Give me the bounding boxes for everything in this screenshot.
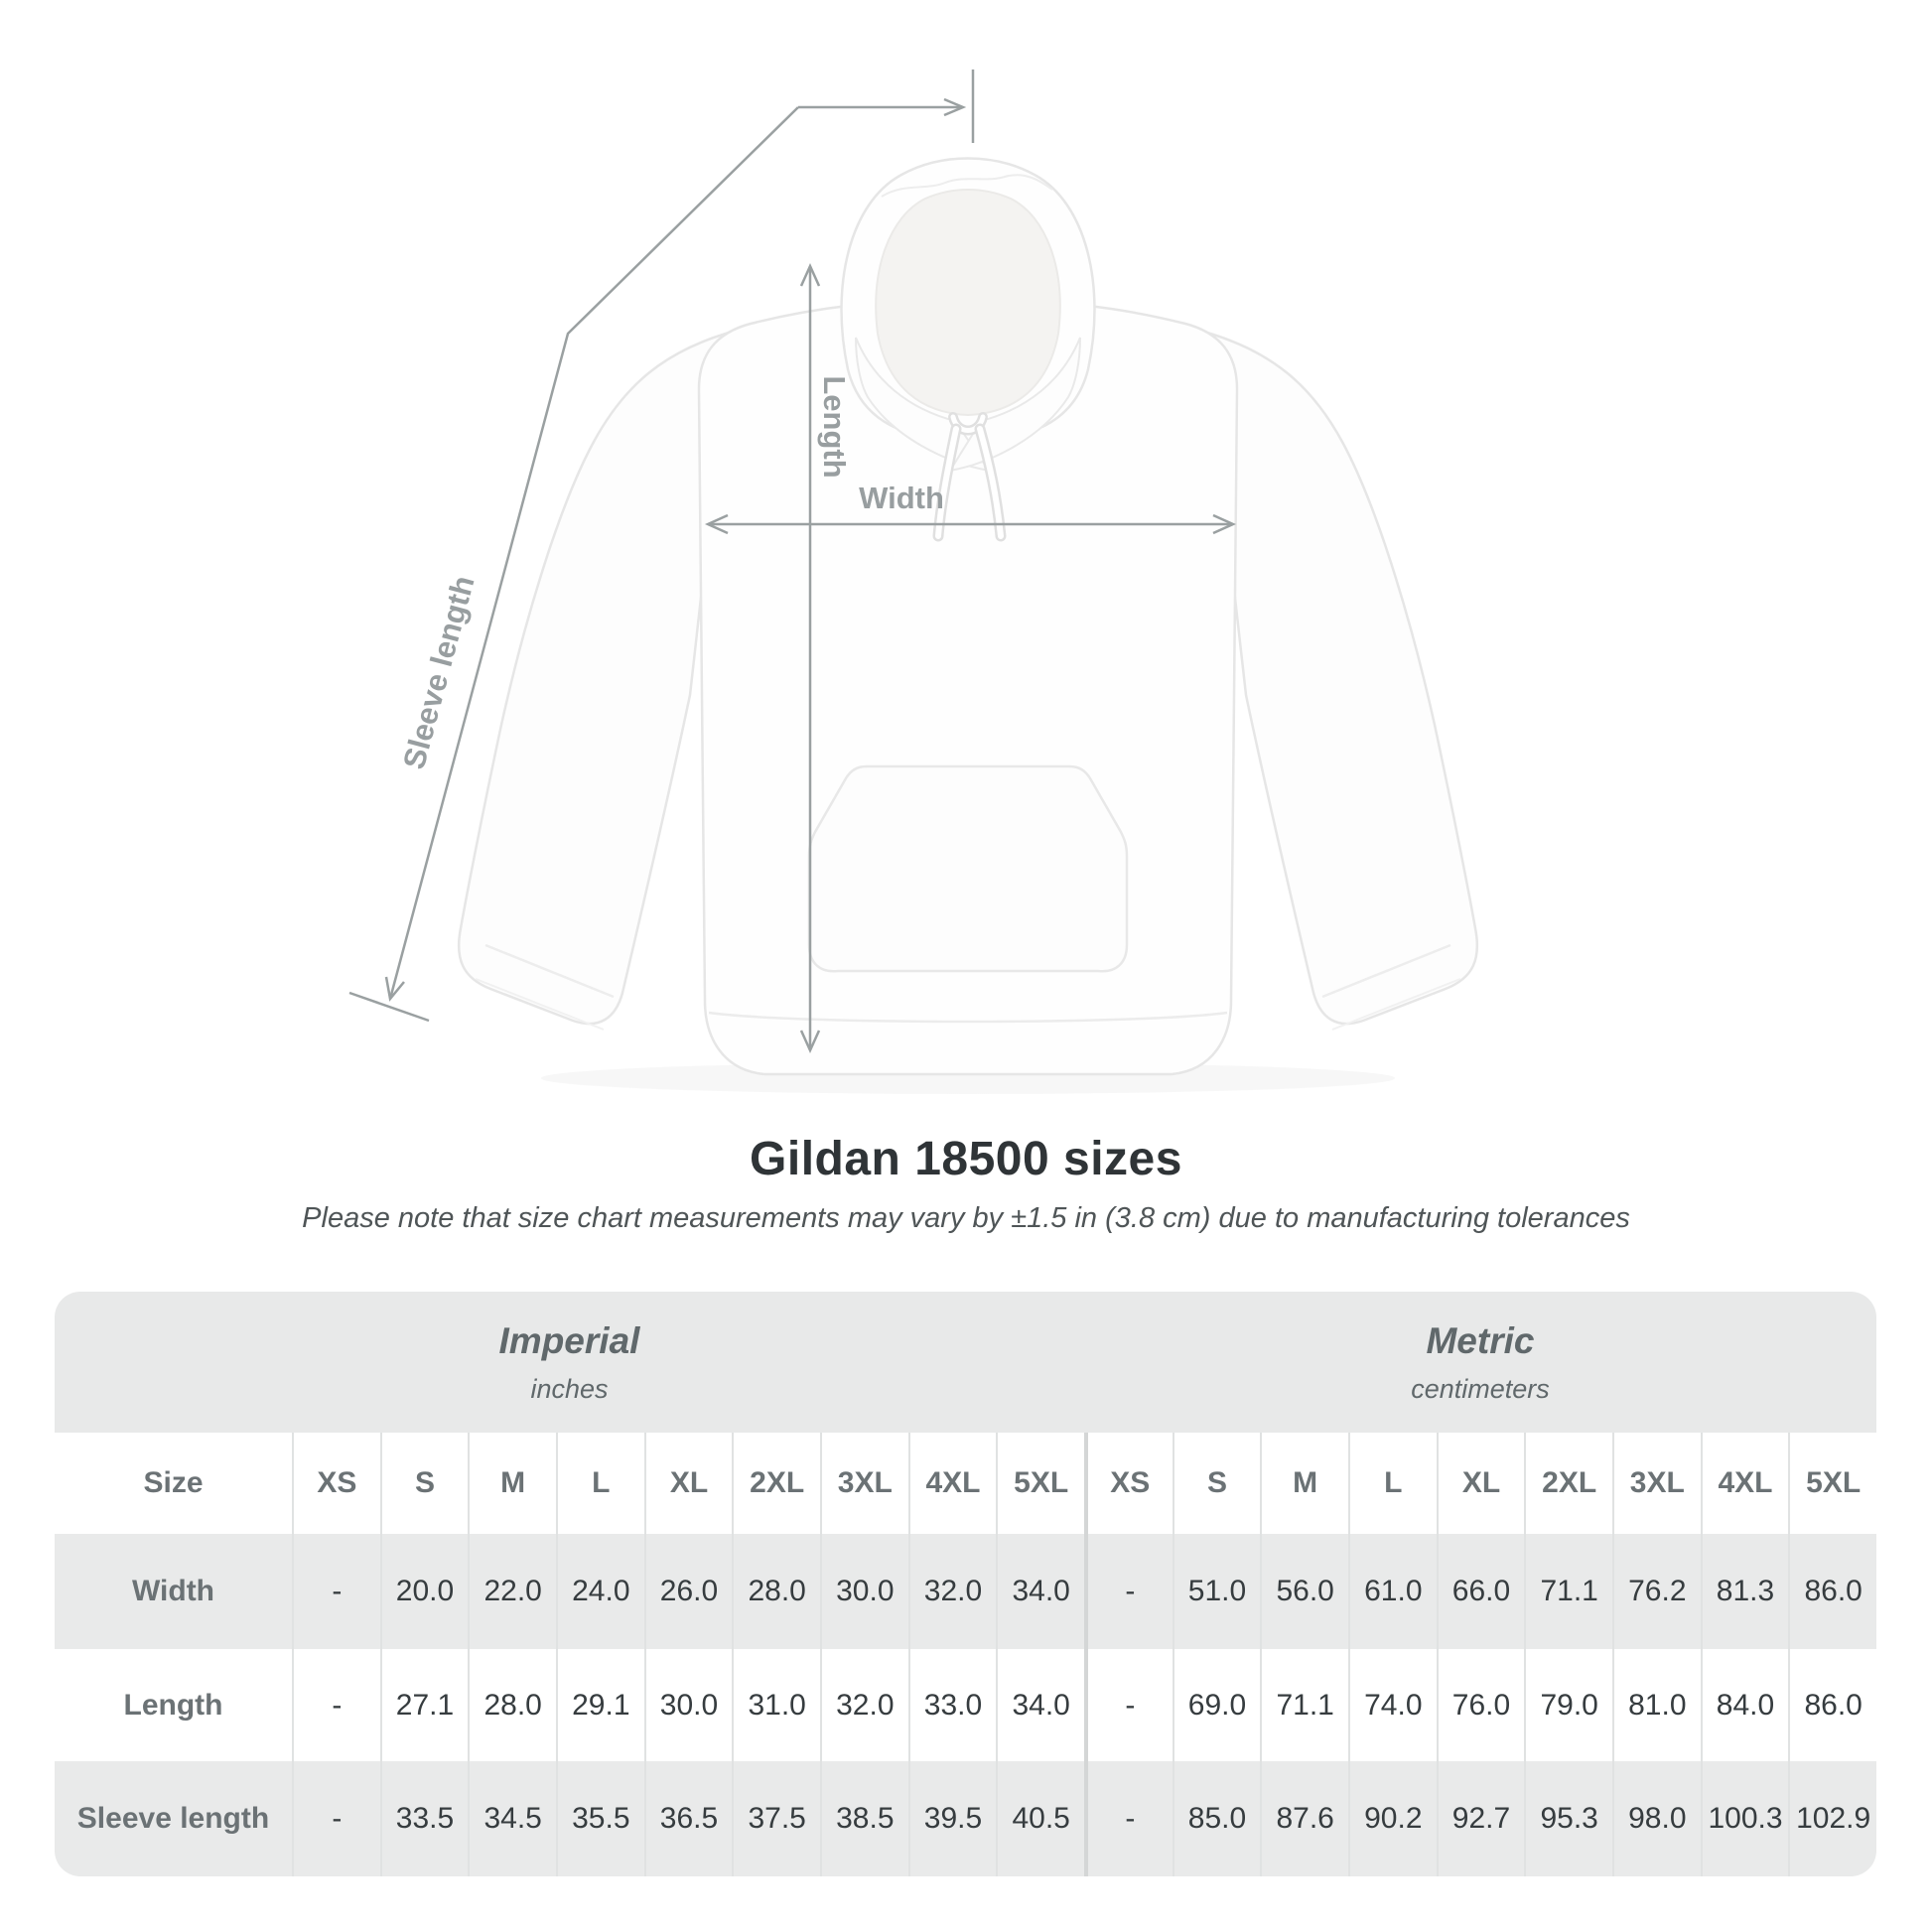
sleeve-metric-3xl: 98.0 bbox=[1612, 1761, 1701, 1876]
width-imperial-5xl: 34.0 bbox=[996, 1534, 1084, 1649]
size-header-imperial-s: S bbox=[380, 1433, 469, 1534]
length-metric-l: 74.0 bbox=[1348, 1649, 1437, 1761]
width-imperial-2xl: 28.0 bbox=[732, 1534, 820, 1649]
imperial-group-units: inches bbox=[530, 1373, 609, 1404]
size-column-header: Size bbox=[55, 1433, 292, 1534]
width-metric-2xl: 71.1 bbox=[1524, 1534, 1612, 1649]
sleeve-length-label: Sleeve length bbox=[396, 572, 482, 773]
width-metric-5xl: 86.0 bbox=[1788, 1534, 1876, 1649]
width-metric-xl: 66.0 bbox=[1437, 1534, 1525, 1649]
imperial-group-header bbox=[55, 1292, 1084, 1433]
row-label-width: Width bbox=[55, 1534, 292, 1649]
imperial-group-label: Imperial bbox=[498, 1319, 640, 1361]
size-header-imperial-xl: XL bbox=[644, 1433, 733, 1534]
size-header-metric-s: S bbox=[1173, 1433, 1261, 1534]
hood-opening bbox=[876, 190, 1060, 415]
size-header-imperial-5xl: 5XL bbox=[996, 1433, 1084, 1534]
width-metric-3xl: 76.2 bbox=[1612, 1534, 1701, 1649]
size-header-imperial-4xl: 4XL bbox=[908, 1433, 997, 1534]
size-header-metric-m: M bbox=[1260, 1433, 1348, 1534]
size-header-metric-4xl: 4XL bbox=[1701, 1433, 1789, 1534]
metric-group-units: centimeters bbox=[1411, 1373, 1550, 1404]
sleeve-imperial-m: 34.5 bbox=[468, 1761, 556, 1876]
page-title: Gildan 18500 sizes bbox=[750, 1133, 1182, 1185]
width-metric-4xl: 81.3 bbox=[1701, 1534, 1789, 1649]
length-imperial-l: 29.1 bbox=[556, 1649, 644, 1761]
length-imperial-xs: - bbox=[292, 1649, 380, 1761]
width-metric-l: 61.0 bbox=[1348, 1534, 1437, 1649]
width-imperial-xs: - bbox=[292, 1534, 380, 1649]
sleeve-imperial-l: 35.5 bbox=[556, 1761, 644, 1876]
width-metric-s: 51.0 bbox=[1173, 1534, 1261, 1649]
sleeve-imperial-s: 33.5 bbox=[380, 1761, 469, 1876]
size-header-metric-xl: XL bbox=[1437, 1433, 1525, 1534]
length-imperial-s: 27.1 bbox=[380, 1649, 469, 1761]
sleeve-metric-xs: - bbox=[1084, 1761, 1173, 1876]
length-label: Length bbox=[817, 375, 852, 479]
sleeve-imperial-xl: 36.5 bbox=[644, 1761, 733, 1876]
size-header-imperial-2xl: 2XL bbox=[732, 1433, 820, 1534]
sleeve-imperial-xs: - bbox=[292, 1761, 380, 1876]
sleeve-imperial-3xl: 38.5 bbox=[820, 1761, 908, 1876]
length-imperial-3xl: 32.0 bbox=[820, 1649, 908, 1761]
length-metric-5xl: 86.0 bbox=[1788, 1649, 1876, 1761]
width-imperial-s: 20.0 bbox=[380, 1534, 469, 1649]
length-imperial-m: 28.0 bbox=[468, 1649, 556, 1761]
sleeve-imperial-2xl: 37.5 bbox=[732, 1761, 820, 1876]
length-imperial-5xl: 34.0 bbox=[996, 1649, 1084, 1761]
length-imperial-xl: 30.0 bbox=[644, 1649, 733, 1761]
length-imperial-2xl: 31.0 bbox=[732, 1649, 820, 1761]
length-metric-3xl: 81.0 bbox=[1612, 1649, 1701, 1761]
sleeve-metric-2xl: 95.3 bbox=[1524, 1761, 1612, 1876]
size-header-imperial-m: M bbox=[468, 1433, 556, 1534]
tolerance-note: Please note that size chart measurements may vary by ±1.5 in (3.8 cm) due to manufacturing tolerances bbox=[302, 1202, 1630, 1234]
sleeve-imperial-5xl: 40.5 bbox=[996, 1761, 1084, 1876]
width-label: Width bbox=[859, 481, 944, 515]
title-block bbox=[0, 1132, 1932, 1235]
width-imperial-3xl: 30.0 bbox=[820, 1534, 908, 1649]
length-metric-s: 69.0 bbox=[1173, 1649, 1261, 1761]
sleeve-metric-l: 90.2 bbox=[1348, 1761, 1437, 1876]
length-metric-xs: - bbox=[1084, 1649, 1173, 1761]
length-metric-2xl: 79.0 bbox=[1524, 1649, 1612, 1761]
width-imperial-m: 22.0 bbox=[468, 1534, 556, 1649]
length-metric-4xl: 84.0 bbox=[1701, 1649, 1789, 1761]
size-header-metric-5xl: 5XL bbox=[1788, 1433, 1876, 1534]
size-header-imperial-l: L bbox=[556, 1433, 644, 1534]
sleeve-metric-m: 87.6 bbox=[1260, 1761, 1348, 1876]
metric-group-label: Metric bbox=[1426, 1319, 1535, 1361]
sleeve-metric-5xl: 102.9 bbox=[1788, 1761, 1876, 1876]
size-header-metric-2xl: 2XL bbox=[1524, 1433, 1612, 1534]
length-metric-xl: 76.0 bbox=[1437, 1649, 1525, 1761]
size-header-metric-3xl: 3XL bbox=[1612, 1433, 1701, 1534]
width-imperial-l: 24.0 bbox=[556, 1534, 644, 1649]
size-table bbox=[55, 1292, 1876, 1876]
left-sleeve bbox=[459, 330, 740, 1030]
sleeve-imperial-4xl: 39.5 bbox=[908, 1761, 997, 1876]
right-sleeve bbox=[1196, 330, 1477, 1030]
sleeve-metric-4xl: 100.3 bbox=[1701, 1761, 1789, 1876]
size-header-metric-l: L bbox=[1348, 1433, 1437, 1534]
sleeve-metric-s: 85.0 bbox=[1173, 1761, 1261, 1876]
size-header-imperial-3xl: 3XL bbox=[820, 1433, 908, 1534]
width-imperial-xl: 26.0 bbox=[644, 1534, 733, 1649]
row-label-length: Length bbox=[55, 1649, 292, 1761]
kangaroo-pocket bbox=[809, 766, 1127, 971]
metric-group-header bbox=[1084, 1292, 1876, 1433]
size-header-imperial-xs: XS bbox=[292, 1433, 380, 1534]
length-imperial-4xl: 33.0 bbox=[908, 1649, 997, 1761]
width-metric-m: 56.0 bbox=[1260, 1534, 1348, 1649]
sleeve-metric-xl: 92.7 bbox=[1437, 1761, 1525, 1876]
width-metric-xs: - bbox=[1084, 1534, 1173, 1649]
row-label-sleeve-length: Sleeve length bbox=[55, 1761, 292, 1876]
length-metric-m: 71.1 bbox=[1260, 1649, 1348, 1761]
width-imperial-4xl: 32.0 bbox=[908, 1534, 997, 1649]
size-header-metric-xs: XS bbox=[1084, 1433, 1173, 1534]
